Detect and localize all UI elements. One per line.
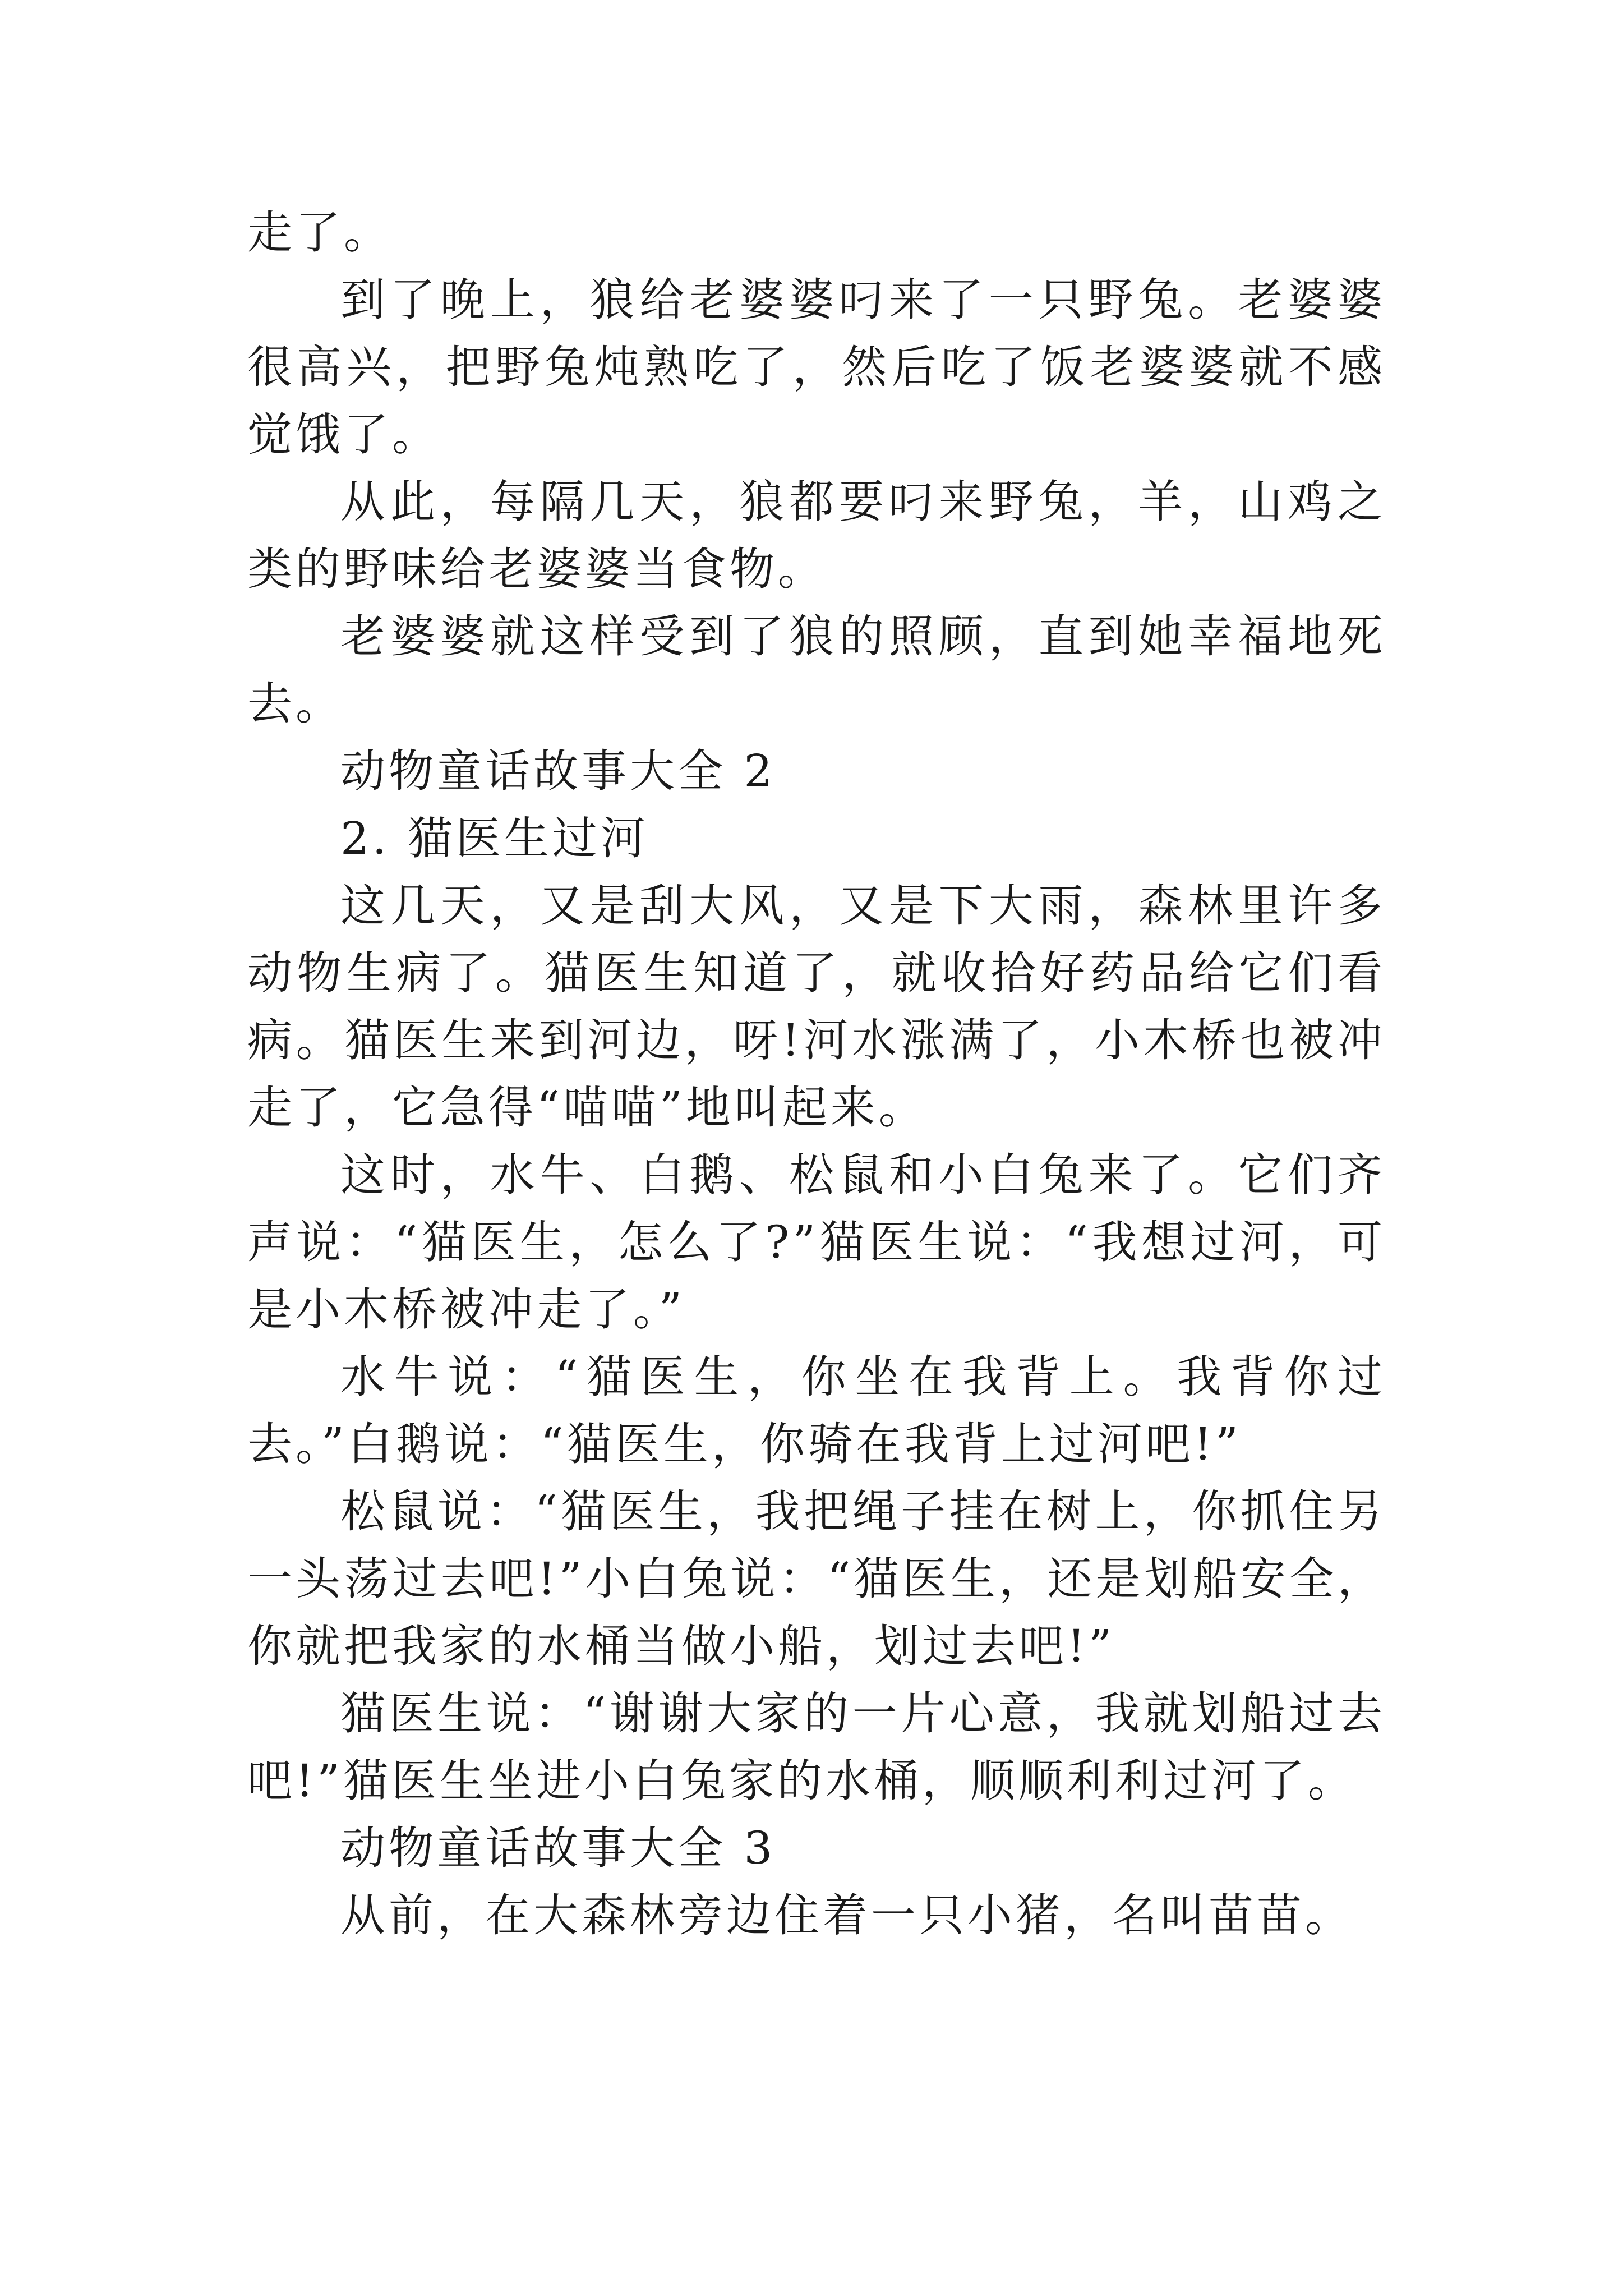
- paragraph: 猫医生说：“谢谢大家的一片心意，我就划船过去吧!”猫医生坐进小白兔家的水桶，顺顺利利过河了。: [247, 1687, 1386, 1807]
- paragraph: 走了。: [247, 206, 392, 259]
- paragraph: 这时，水牛、白鹅、松鼠和小白兔来了。它们齐声说：“猫医生，怎么了?”猫医生说：“我想过河，可是小木桥被冲走了。”: [247, 1149, 1386, 1336]
- story-title: 2. 猫医生过河: [340, 812, 649, 864]
- story-text: [247, 199, 1386, 1949]
- section-heading: 动物童话故事大全 3: [340, 1822, 776, 1874]
- paragraph: 松鼠说：“猫医生，我把绳子挂在树上，你抓住另一头荡过去吧!”小白兔说：“猫医生，还是划船安全，你就把我家的水桶当做小船，划过去吧!”: [247, 1485, 1386, 1672]
- paragraph: 老婆婆就这样受到了狼的照顾，直到她幸福地死去。: [247, 610, 1386, 730]
- paragraph: 到了晚上，狼给老婆婆叼来了一只野兔。老婆婆很高兴，把野兔炖熟吃了，然后吃了饭老婆婆就不感觉饿了。: [247, 274, 1386, 461]
- paragraph: 从此，每隔几天，狼都要叼来野兔，羊，山鸡之类的野味给老婆婆当食物。: [247, 476, 1386, 595]
- section-heading: 动物童话故事大全 2: [340, 745, 776, 797]
- paragraph: 水牛说：“猫医生，你坐在我背上。我背你过去。”白鹅说：“猫医生，你骑在我背上过河吧!”: [247, 1351, 1386, 1470]
- paragraph: 这几天，又是刮大风，又是下大雨，森林里许多动物生病了。猫医生知道了，就收拾好药品给它们看病。猫医生来到河边，呀!河水涨满了，小木桥也被冲走了，它急得“喵喵”地叫起来。: [247, 880, 1386, 1134]
- paragraph: 从前，在大森林旁边住着一只小猪，名叫苗苗。: [340, 1889, 1353, 1941]
